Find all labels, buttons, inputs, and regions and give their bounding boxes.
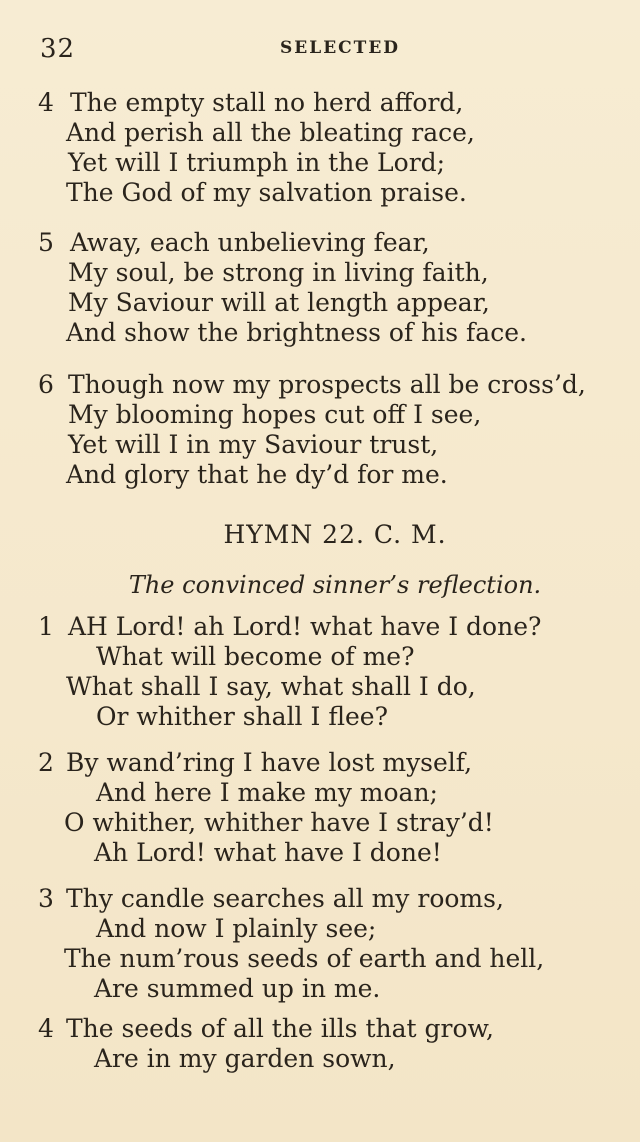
verse-text: Ah Lord! what have I done! <box>94 838 442 867</box>
verse-text: My blooming hopes cut off I see, <box>68 400 482 429</box>
stanza-1 <box>0 612 640 732</box>
verse-text: Yet will I in my Saviour trust, <box>68 430 439 459</box>
stanza-4-hymn22 <box>0 1014 640 1074</box>
hymn-title: HYMN 22. C. M. <box>223 520 447 549</box>
verse-line <box>0 1044 640 1074</box>
stanza-2 <box>0 748 640 868</box>
verse-line <box>0 702 640 732</box>
verse-line <box>0 838 640 868</box>
verse-line <box>0 914 640 944</box>
stanza-number: 5 <box>38 228 54 257</box>
verse-text: Yet will I triumph in the Lord; <box>68 148 446 177</box>
verse-text: Though now my prospects all be cross’d, <box>68 370 586 399</box>
verse-text: O whither, whither have I stray’d! <box>64 808 494 837</box>
stanza-number: 4 <box>38 1014 54 1043</box>
running-head: SELECTED <box>280 38 401 58</box>
verse-text: The num’rous seeds of earth and hell, <box>64 944 545 973</box>
stanza-number: 2 <box>38 748 54 777</box>
verse-line <box>0 672 640 702</box>
hymn-subtitle: The convinced sinner’s reflection. <box>128 571 542 599</box>
stanza-3 <box>0 884 640 1004</box>
verse-text: AH Lord! ah Lord! what have I done? <box>68 612 542 641</box>
verse-text: The God of my salvation praise. <box>66 178 467 207</box>
verse-text: My Saviour will at length appear, <box>68 288 490 317</box>
page-content <box>0 88 640 1074</box>
stanza-5 <box>0 228 640 348</box>
verse-line <box>0 178 640 208</box>
verse-line <box>0 642 640 672</box>
verse-line <box>0 460 640 490</box>
verse-line <box>0 944 640 974</box>
verse-text: Are in my garden sown, <box>94 1044 396 1073</box>
verse-line <box>0 288 640 318</box>
verse-line <box>0 258 640 288</box>
verse-text: My soul, be strong in living faith, <box>68 258 489 287</box>
verse-text: And show the brightness of his face. <box>66 318 527 347</box>
stanza-number: 6 <box>38 370 54 399</box>
verse-line <box>0 974 640 1004</box>
verse-line <box>0 148 640 178</box>
verse-text: What shall I say, what shall I do, <box>66 672 476 701</box>
stanza-number: 4 <box>38 88 54 117</box>
verse-text: And perish all the bleating race, <box>66 118 475 147</box>
verse-line <box>0 88 640 118</box>
stanza-number: 3 <box>38 884 54 913</box>
verse-text: By wand’ring I have lost myself, <box>66 748 473 777</box>
verse-line <box>0 808 640 838</box>
verse-line <box>0 318 640 348</box>
stanza-number: 1 <box>38 612 54 641</box>
verse-text: And glory that he dy’d for me. <box>66 460 448 489</box>
verse-text: What will become of me? <box>96 642 415 671</box>
verse-line <box>0 612 640 642</box>
verse-text: Or whither shall I flee? <box>96 702 388 731</box>
verse-text: Away, each unbelieving fear, <box>70 228 430 257</box>
verse-line <box>0 400 640 430</box>
verse-text: And now I plainly see; <box>96 914 377 943</box>
verse-text: Thy candle searches all my rooms, <box>66 884 504 913</box>
verse-text: The empty stall no herd afford, <box>70 88 464 117</box>
verse-line <box>0 118 640 148</box>
verse-line <box>0 884 640 914</box>
verse-text: Are summed up in me. <box>94 974 381 1003</box>
page-number: 32 <box>40 34 76 64</box>
verse-line <box>0 778 640 808</box>
stanza-4 <box>0 88 640 208</box>
verse-line <box>0 748 640 778</box>
verse-line <box>0 370 640 400</box>
verse-line <box>0 430 640 460</box>
stanza-6 <box>0 370 640 490</box>
page-header <box>0 34 640 64</box>
verse-line <box>0 1014 640 1044</box>
verse-text: And here I make my moan; <box>96 778 438 807</box>
verse-text: The seeds of all the ills that grow, <box>66 1014 494 1043</box>
verse-line <box>0 228 640 258</box>
